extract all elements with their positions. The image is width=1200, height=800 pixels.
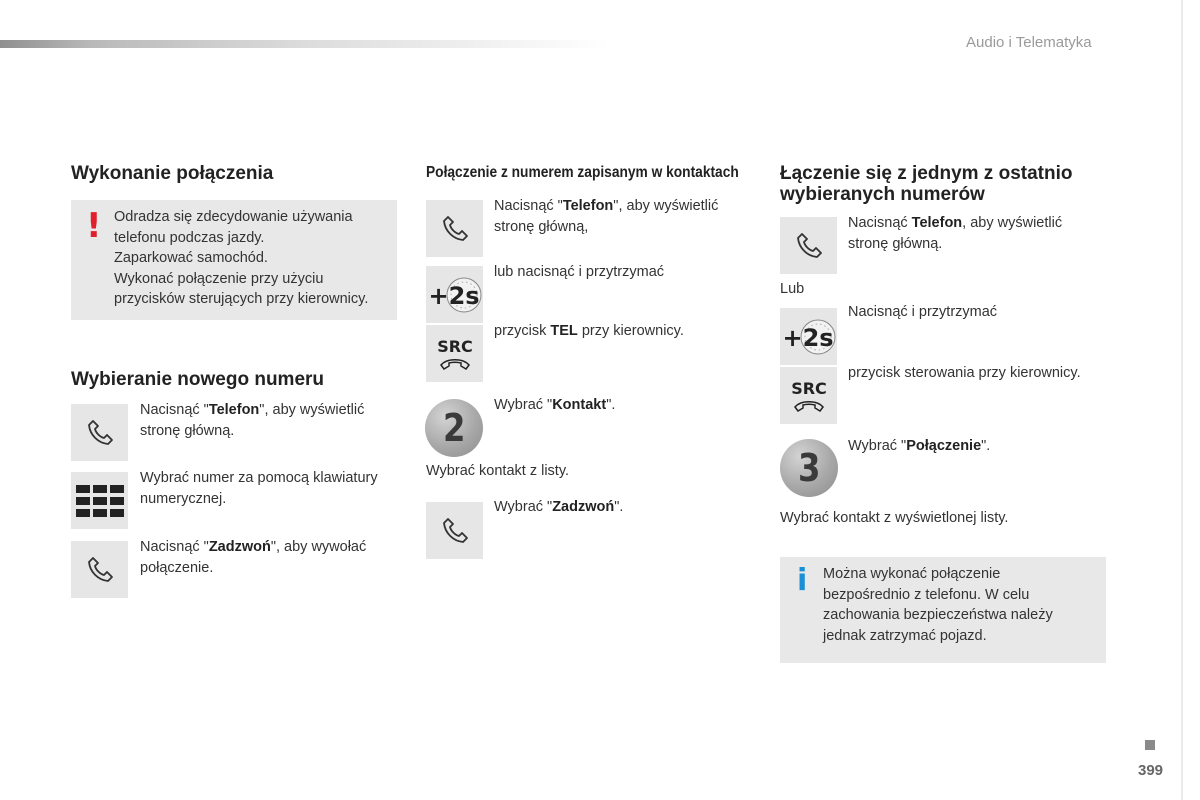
- col2-step1c-text: przycisk TEL przy kierownicy.: [494, 323, 684, 339]
- warning-box: [71, 200, 397, 320]
- col2-step2-text: Wybrać "Kontakt".: [494, 397, 616, 413]
- call-button-box: [71, 541, 128, 598]
- info-box: [780, 557, 1106, 663]
- section-title: Audio i Telematyka: [966, 34, 1092, 51]
- phone-icon: [439, 213, 471, 245]
- phone-icon: [439, 515, 471, 547]
- keypad-button-box: [71, 472, 128, 529]
- phone-button-box: [426, 200, 483, 257]
- svg-text:SRC: SRC: [436, 336, 473, 356]
- step-number-badge: 3: [780, 439, 838, 497]
- col1-step3-text: Nacisnąć "Zadzwoń", aby wywołać połączenie.: [140, 539, 367, 576]
- col2-step1-text: Nacisnąć "Telefon", aby wyświetlić stronę główną,: [494, 198, 719, 235]
- src-tel-icon: [433, 334, 477, 374]
- call-button-box: [426, 502, 483, 559]
- col2-step1b-text: lub nacisnąć i przytrzymać: [494, 264, 665, 280]
- phone-icon: [84, 417, 116, 449]
- col1-step1-text: Nacisnąć "Telefon", aby wyświetlić stronę główną.: [140, 402, 365, 439]
- hold-2s-button-box: [426, 266, 483, 323]
- src-tel-icon: [787, 376, 831, 416]
- col1-step2-text: Wybrać numer za pomocą klawiatury numerycznej.: [140, 470, 378, 507]
- header-gradient-bar: [0, 40, 610, 48]
- info-text: Można wykonać połączenie bezpośrednio z telefonu. W celu zachowania bezpieczeństwa należy jednak zatrzymać pojazd.: [823, 566, 1053, 644]
- col3-step3-text: Wybrać "Połączenie".: [848, 438, 991, 454]
- page-number: 399: [1138, 762, 1164, 779]
- col2-heading-wrap: [426, 164, 790, 182]
- keypad-icon: [75, 484, 125, 518]
- col2-heading: Połączenie z numerem zapisanym w kontaktach: [426, 164, 739, 181]
- src-button-box: [426, 325, 483, 382]
- svg-text:+2s: +2s: [781, 323, 834, 352]
- col3-or-label: Lub: [780, 281, 805, 297]
- svg-text:SRC: SRC: [790, 378, 827, 398]
- phone-button-box: [71, 404, 128, 461]
- col1-heading: Wykonanie połączenia: [71, 163, 274, 184]
- phone-icon: [793, 230, 825, 262]
- warning-icon: !: [86, 206, 102, 246]
- info-icon: i: [797, 563, 808, 598]
- page-marker: [1145, 740, 1155, 750]
- hold-timer-icon: [427, 275, 483, 315]
- col3-note: Wybrać kontakt z wyświetlonej listy.: [780, 510, 1009, 526]
- hold-2s-button-box: [780, 308, 837, 365]
- col3-step1b-text: Nacisnąć i przytrzymać: [848, 304, 998, 320]
- warning-text: Odradza się zdecydowanie używania telefonu podczas jazdy. Zaparkować samochód. Wykonać połączenie przy użyciu przycisków sterujących przy kierownicy.: [114, 209, 369, 307]
- step-number-badge: 2: [425, 399, 483, 457]
- phone-button-box: [780, 217, 837, 274]
- col3-step1c-text: przycisk sterowania przy kierownicy.: [848, 365, 1081, 381]
- col1-subheading: Wybieranie nowego numeru: [71, 369, 325, 390]
- svg-text:+2s: +2s: [427, 281, 480, 310]
- col3-heading: Łączenie się z jednym z ostatnio wybieranych numerów: [780, 163, 1073, 205]
- col2-step3-text: Wybrać "Zadzwoń".: [494, 499, 624, 515]
- page-edge-divider: [1181, 0, 1183, 800]
- phone-icon: [84, 554, 116, 586]
- col3-step1-text: Nacisnąć Telefon, aby wyświetlić stronę główną.: [848, 215, 1063, 252]
- src-button-box: [780, 367, 837, 424]
- hold-timer-icon: [781, 317, 837, 357]
- col2-note: Wybrać kontakt z listy.: [426, 463, 570, 479]
